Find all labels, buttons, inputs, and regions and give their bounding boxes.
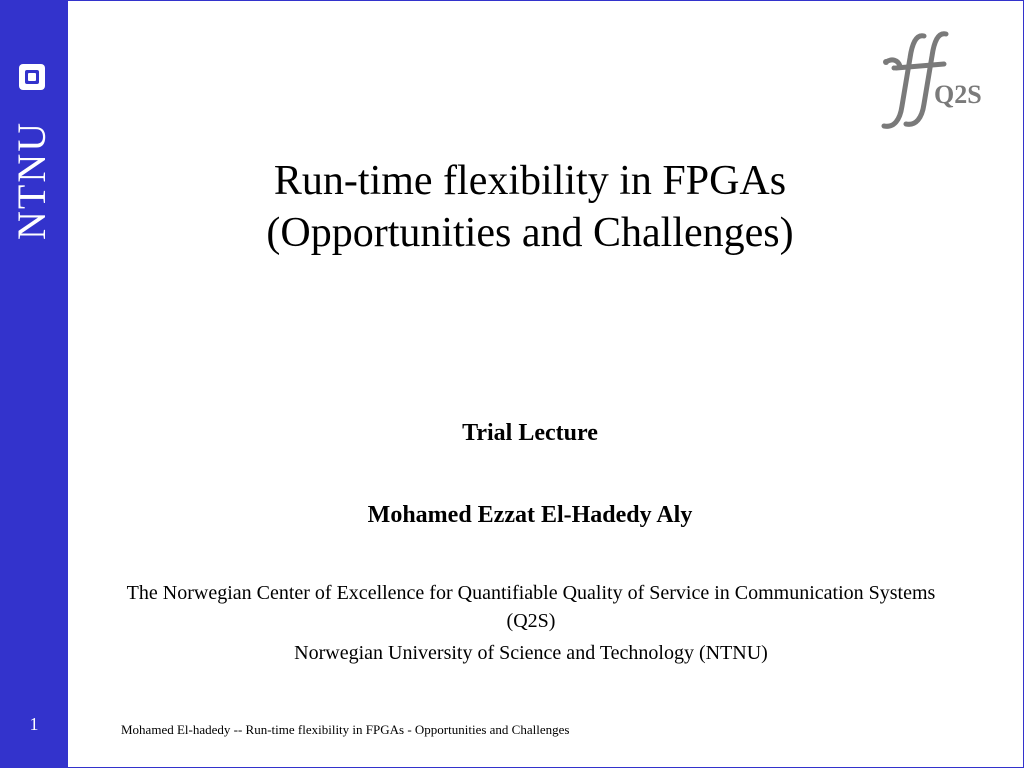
title-line-1: Run-time flexibility in FPGAs bbox=[273, 158, 787, 204]
ntnu-logo-text: NTNU bbox=[9, 120, 54, 240]
ntnu-logo-icon bbox=[19, 64, 45, 90]
slide-number: 1 bbox=[29, 714, 39, 734]
slide-subtitle: Trial Lecture bbox=[462, 420, 598, 446]
slide-title bbox=[130, 155, 930, 259]
slide-footer: Mohamed El-hadedy -- Run-time flexibility in FPGAs - Opportunities and Challenges bbox=[121, 722, 570, 737]
affiliation-center: The Norwegian Center of Excellence for Quantifiable Quality of Service in Communication Systems (Q2S) bbox=[126, 582, 936, 632]
affiliation-university: Norwegian University of Science and Technology (NTNU) bbox=[294, 642, 768, 664]
q2s-logo-text: Q2S bbox=[934, 80, 982, 109]
title-line-2: (Opportunities and Challenges) bbox=[266, 210, 794, 256]
author-name: Mohamed Ezzat El-Hadedy Aly bbox=[367, 502, 693, 528]
ntnu-sidebar bbox=[0, 0, 68, 768]
